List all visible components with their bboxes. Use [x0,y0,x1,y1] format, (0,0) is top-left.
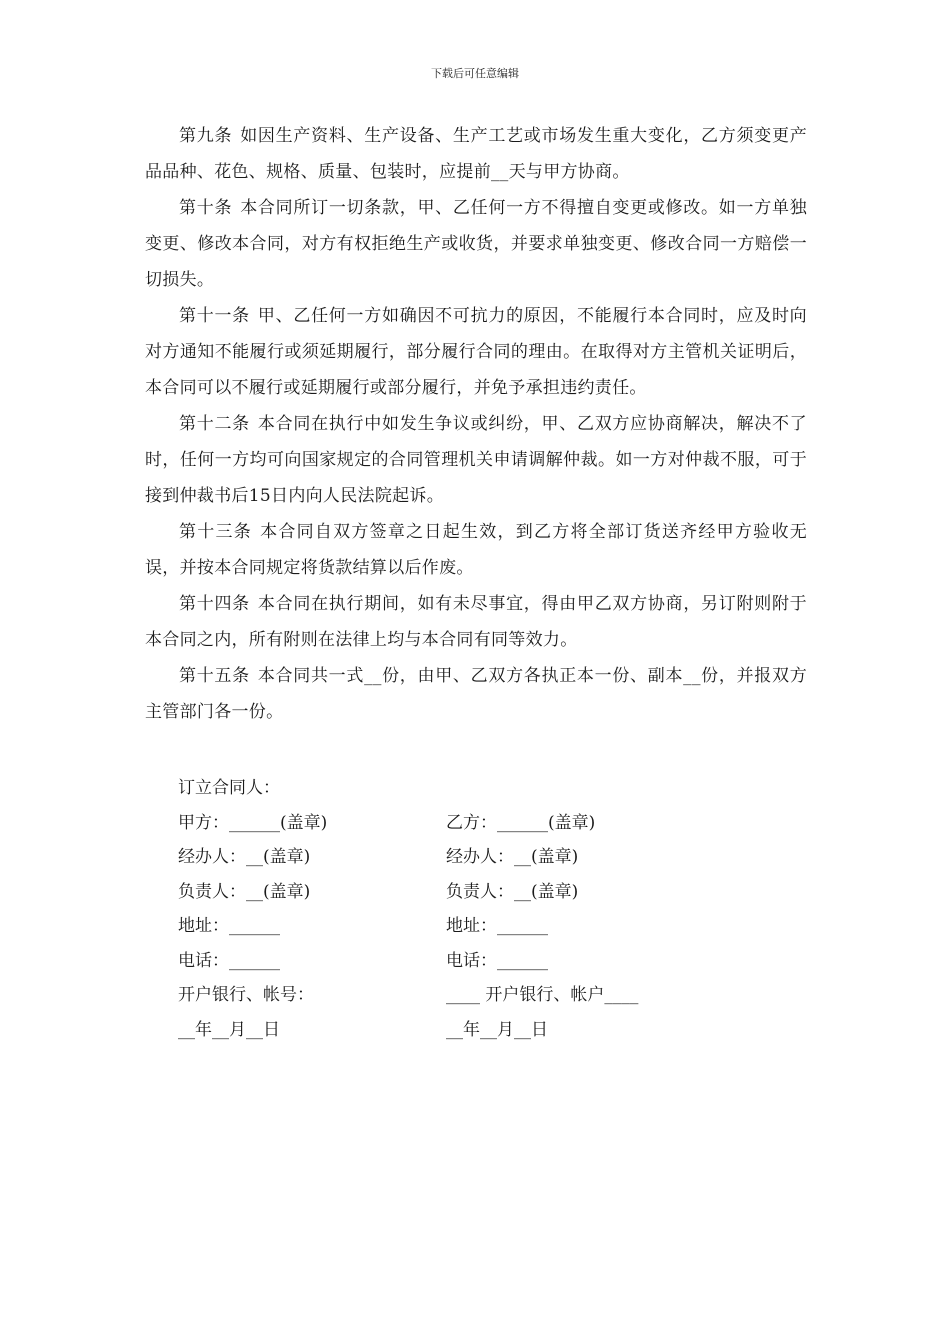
clause-text: 本合同自双方签章之日起生效，到乙方将全部订货送齐经甲方验收无误，并按本合同规定将货款结算以后作废。 [145,522,808,578]
responsible-row [178,875,798,910]
clause-text: 本合同共一式__份，由甲、乙双方各执正本一份、副本__份，并报双方主管部门各一份。 [145,666,807,722]
clause-text: 本合同在执行期间，如有未尽事宜，得由甲乙双方协商，另订附则附于本合同之内，所有附则在法律上均与本合同有同等效力。 [145,594,807,650]
contract-body [145,118,807,730]
clause-text: 本合同所订一切条款，甲、乙任何一方不得擅自变更或修改。如一方单独变更、修改本合同，对方有权拒绝生产或收货，并要求单独变更、修改合同一方赔偿一切损失。 [145,198,807,290]
clause-9 [145,118,807,190]
party-b-address-field: 地址：______ [446,916,548,936]
agent-row [178,840,798,875]
clause-number: 第十条 [179,198,233,218]
address-row [178,909,798,944]
clause-number: 第十二条 [179,414,250,434]
clause-14 [145,586,807,658]
clause-text: 甲、乙任何一方如确因不可抗力的原因，不能履行本合同时，应及时向对方通知不能履行或须延期履行，部分履行合同的理由。在取得对方主管机关证明后，本合同可以不履行或延期履行或部分履行，并免予承担违约责任。 [145,306,807,398]
clause-11 [145,298,807,406]
date-row [178,1013,798,1048]
party-b-agent-field: 经办人：__(盖章) [446,847,579,867]
clause-12 [145,406,807,514]
party-b-responsible-field: 负责人：__(盖章) [446,881,579,902]
signature-block [178,771,798,1047]
party-a-date-field: __年__月__日 [178,1019,280,1040]
clause-13 [145,514,807,586]
clause-number: 第十四条 [179,594,250,614]
clause-number: 第九条 [179,126,233,146]
clause-10 [145,190,807,298]
clause-number: 第十五条 [179,666,250,686]
bank-row [178,978,798,1013]
party-a-field: 甲方：______(盖章) [178,812,328,833]
party-a-bank-field: 开户银行、帐号： [178,985,314,1005]
party-row [178,806,798,841]
page-header: 下载后可任意编辑 [431,67,519,80]
party-b-bank-field: ____ 开户银行、帐户____ [446,985,639,1005]
party-b-phone-field: 电话：______ [446,950,548,971]
signatories-heading: 订立合同人： [178,778,280,798]
party-b-date-field: __年__月__日 [446,1019,548,1040]
party-a-responsible-field: 负责人：__(盖章) [178,881,311,902]
clause-15 [145,658,807,730]
party-a-address-field: 地址：______ [178,916,280,936]
phone-row [178,944,798,979]
party-a-phone-field: 电话：______ [178,950,280,971]
clause-number: 第十三条 [179,522,253,542]
party-b-field: 乙方：______(盖章) [446,812,596,833]
clause-number: 第十一条 [179,306,250,326]
clause-text: 本合同在执行中如发生争议或纠纷，甲、乙双方应协商解决，解决不了时，任何一方均可向国家规定的合同管理机关申请调解仲裁。如一方对仲裁不服，可于接到仲裁书后15日内向人民法院起诉。 [145,414,807,506]
clause-text: 如因生产资料、生产设备、生产工艺或市场发生重大变化，乙方须变更产品品种、花色、规格、质量、包装时，应提前__天与甲方协商。 [145,126,807,182]
party-a-agent-field: 经办人：__(盖章) [178,847,311,867]
